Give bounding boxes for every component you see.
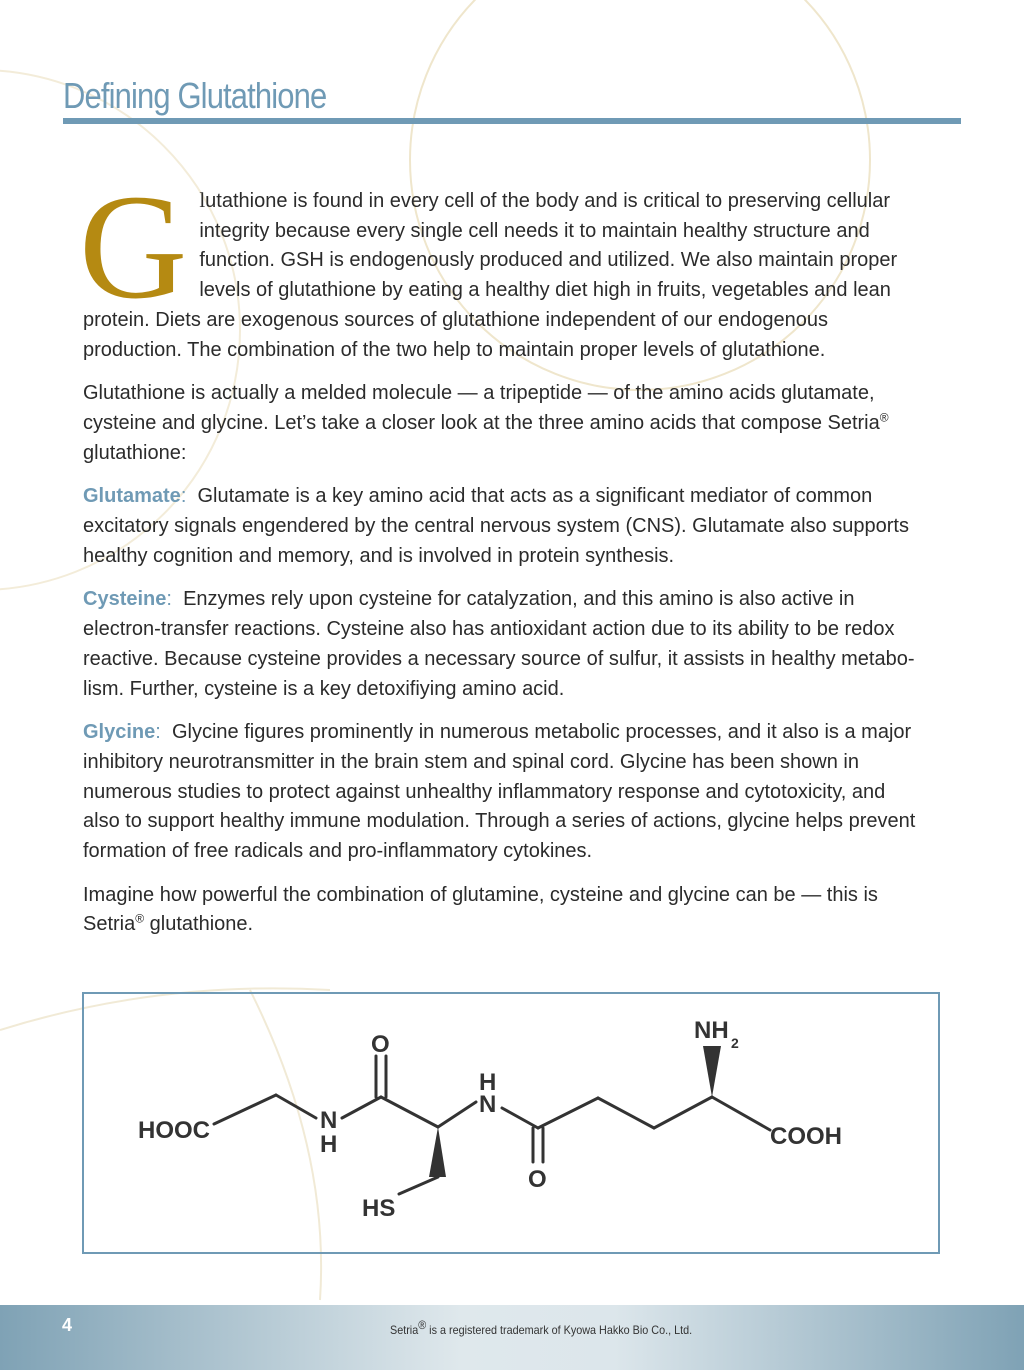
term-separator: :	[155, 721, 161, 744]
page-footer	[0, 1305, 1024, 1370]
bond	[654, 1097, 712, 1128]
page-number: 4	[62, 1315, 73, 1335]
cysteine-paragraph	[83, 585, 923, 704]
glutathione-structure	[84, 994, 942, 1256]
bond	[712, 1097, 770, 1130]
amide-h-label-2: H	[479, 1069, 497, 1096]
hs-label: HS	[362, 1195, 396, 1222]
bond	[381, 1097, 438, 1127]
closing-text-end: glutathione.	[144, 913, 254, 936]
registered-mark: ®	[135, 911, 145, 926]
molecule-diagram	[82, 992, 940, 1254]
trademark-note	[390, 1318, 693, 1337]
glutamate-paragraph	[83, 482, 923, 571]
glutamate-term: Glutamate	[83, 485, 181, 508]
wedge-bond	[429, 1127, 446, 1177]
bond	[598, 1098, 654, 1128]
bond	[438, 1102, 476, 1127]
article-body	[79, 164, 923, 954]
cysteine-term: Cysteine	[83, 588, 167, 611]
page-header	[63, 74, 961, 118]
cysteine-text: Enzymes rely upon cysteine for catalyzation, and this amino is also active in electron-transfer reactions. Cysteine also has antioxidant action due to its ability to be redox reactive. Because cysteine provides a necessary source of sulfur, it assists in healthy metabo- lism. Further, cysteine is a key detoxifiying amino acid.	[83, 588, 915, 700]
melded-text-end: glutathione:	[83, 441, 187, 464]
glutamate-text: Glutamate is a key amino acid that acts as a significant mediator of common excitatory signals engendered by the central nervous system (CNS). Glutamate also supports healthy cognition and memory, and is involved in protein synthesis.	[83, 485, 909, 567]
glycine-term: Glycine	[83, 721, 156, 744]
amide-h-label: H	[320, 1131, 338, 1158]
melded-text: Glutathione is actually a melded molecule — a tripeptide — of the amino acids glutamate, cysteine and glycine. Let’s take a closer look at the three amino acids that compose Setria	[83, 382, 880, 434]
cooh-label: COOH	[770, 1123, 842, 1150]
wedge-bond	[703, 1046, 721, 1097]
registered-mark: ®	[879, 410, 889, 425]
trademark-brand: Setria	[390, 1323, 419, 1337]
bond	[276, 1095, 316, 1118]
nh2-subscript: 2	[731, 1035, 739, 1051]
registered-mark: ®	[418, 1318, 427, 1332]
closing-text: Imagine how powerful the combination of glutamine, cysteine and glycine can be — this is Setria	[83, 883, 878, 936]
page-title: Defining Glutathione	[63, 75, 327, 116]
nh2-label: NH	[694, 1017, 729, 1044]
amide-n-label-2: N	[479, 1091, 497, 1118]
drop-cap: G	[79, 164, 188, 330]
intro-text: utathione is found in every cell of the body and is critical to preserving cellular integrity because every single cell needs it to maintain healthy structure and function. GSH is endogenously produced and utilized. We also maintain proper levels of glutathione by eating a healthy diet high in fruits, vegetables and lean protein. Diets are exogenous sources of glutathione independent of our endogenous production. The combination of the two help to maintain proper levels of glutathione.	[83, 190, 898, 361]
bond	[538, 1098, 598, 1128]
intro-paragraph	[79, 164, 923, 365]
bond	[342, 1097, 381, 1118]
bond	[502, 1108, 538, 1128]
term-separator: :	[180, 485, 187, 508]
melded-paragraph	[83, 379, 923, 468]
amide-n-label: N	[320, 1107, 338, 1134]
glycine-paragraph	[83, 718, 923, 867]
trademark-text: is a registered trademark of Kyowa Hakko Bio Co., Ltd.	[426, 1323, 693, 1337]
oxygen-label: O	[371, 1031, 390, 1058]
hooc-label: HOOC	[138, 1117, 210, 1144]
bond	[214, 1095, 276, 1124]
closing-paragraph	[83, 881, 923, 940]
term-separator: :	[166, 588, 172, 611]
intro-lead: l	[199, 188, 206, 212]
glycine-text: Glycine figures prominently in numerous metabolic processes, and it also is a major inhibitory neurotransmitter in the brain stem and spinal cord. Glycine has been shown in numerous studies to protect against unhealthy inflammatory response and cytotoxicity, and also to support healthy immune modulation. Through a series of actions, glycine helps prevent formation of free radicals and pro-inflammatory cytokines.	[83, 721, 916, 863]
oxygen-label-2: O	[528, 1166, 547, 1193]
bond	[399, 1177, 438, 1194]
title-rule	[63, 118, 961, 124]
